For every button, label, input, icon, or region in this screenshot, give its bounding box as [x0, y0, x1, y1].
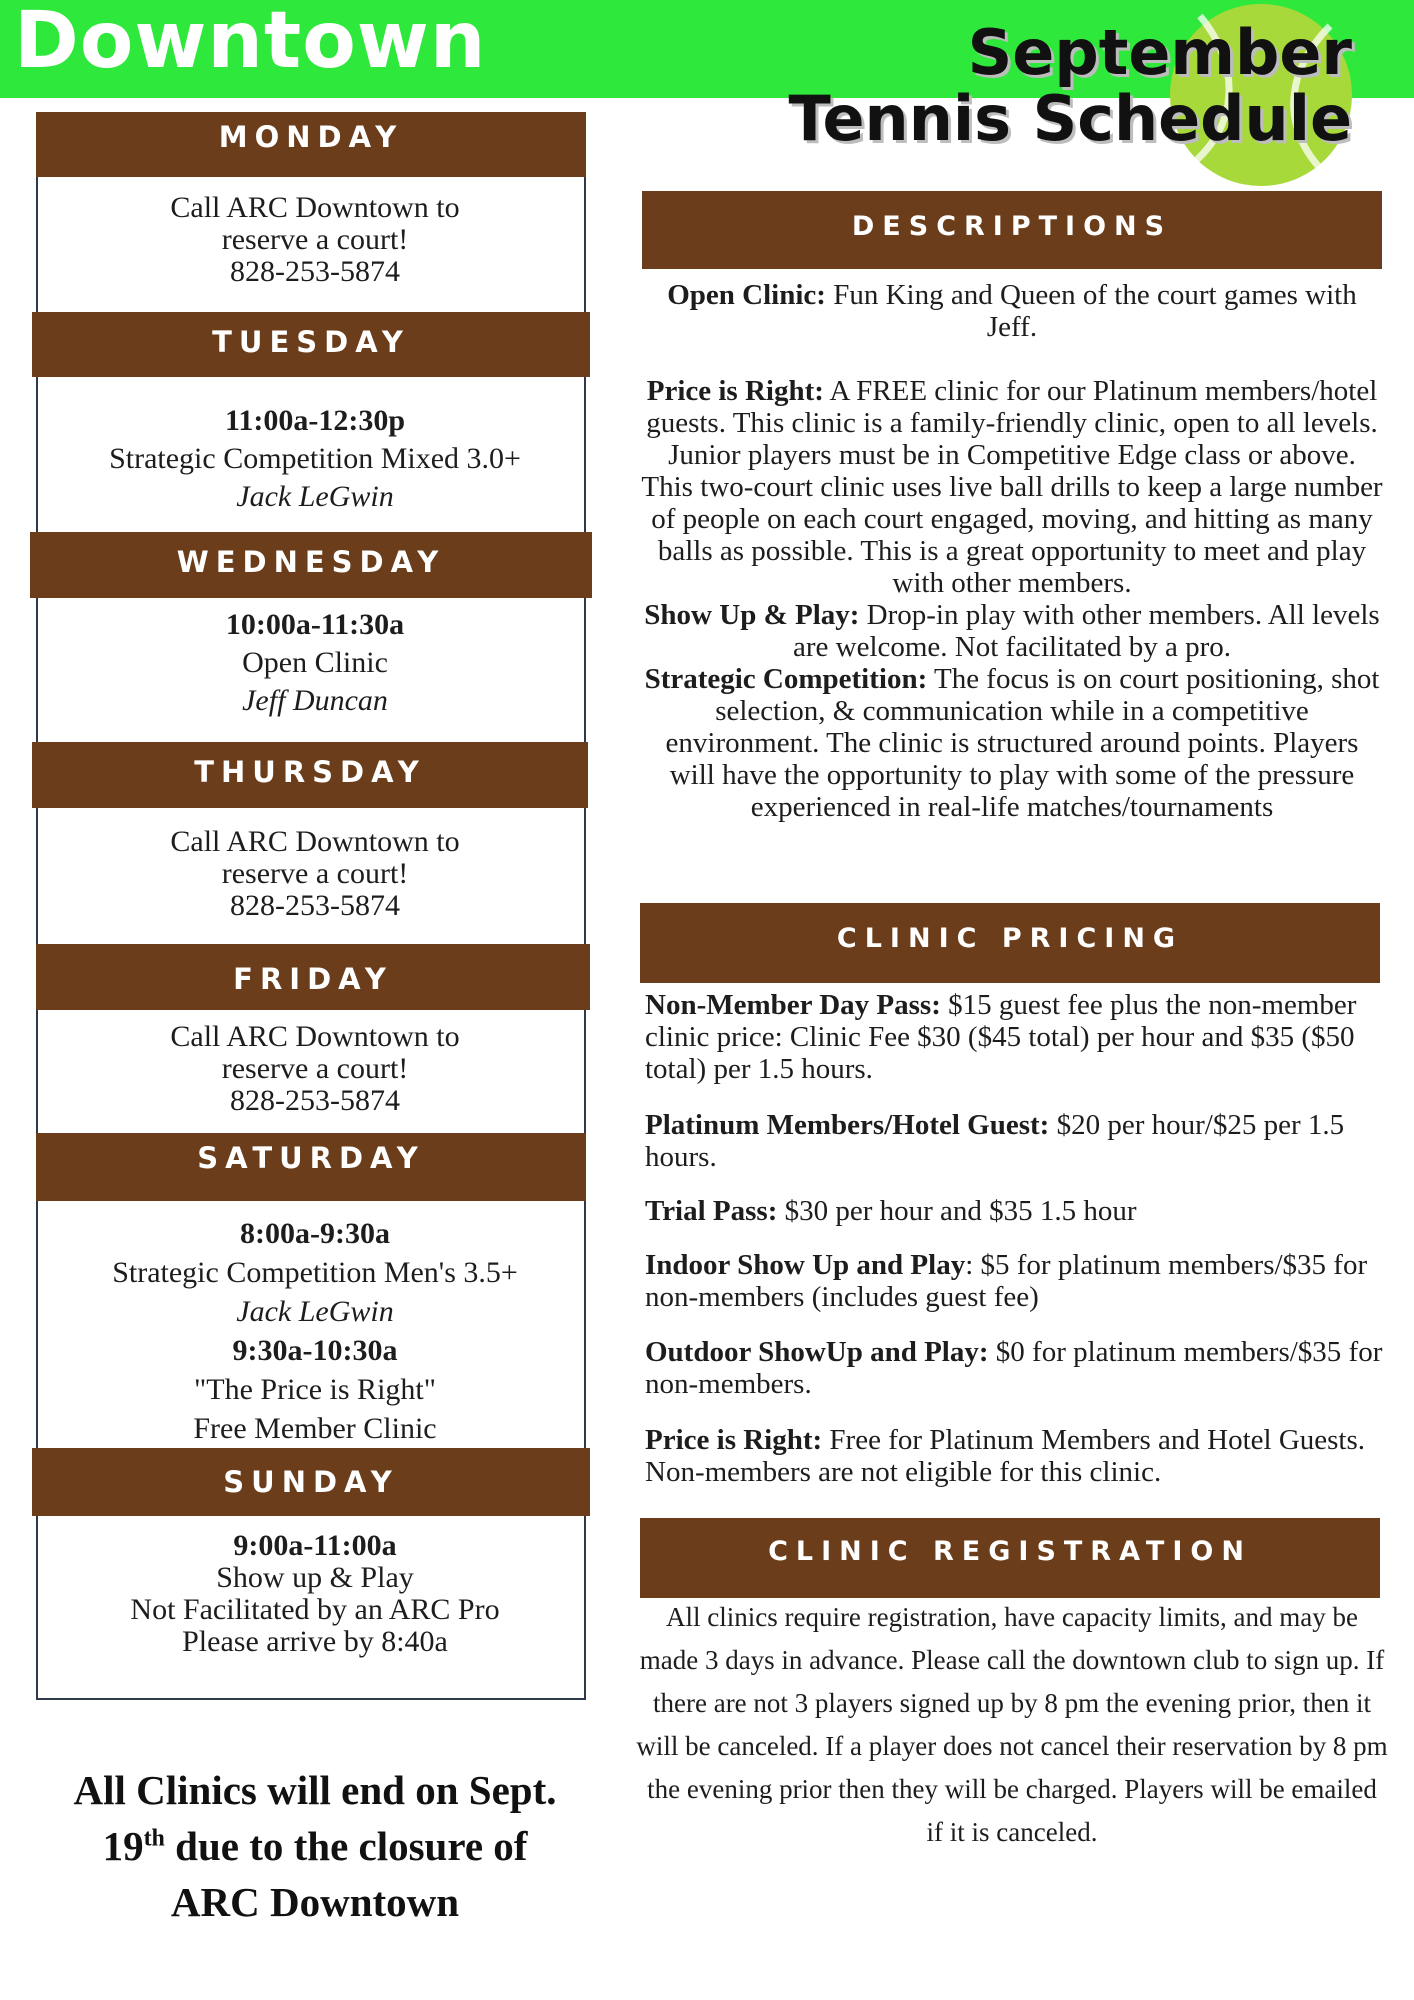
closing-notice-line: ARC Downtown	[170, 1879, 460, 1925]
pricing-item-label: Trial Pass:	[645, 1195, 778, 1227]
pricing-item-label: Price is Right:	[645, 1424, 823, 1456]
closing-reason: due to the closure of	[164, 1823, 528, 1869]
pricing-item-label: Outdoor ShowUp and Play:	[645, 1336, 989, 1368]
price-right-text: A FREE clinic for our Platinum members/hotel guests. This clinic is a family-friendly clinic, open to all levels. Junior players must be in Competitive Edge class or above. This two-court clinic uses live ball drills to keep a large number of people on each court engaged, moving, and hitting as many balls as possible. This is a great opportunity to meet and play with other members.	[641, 375, 1383, 599]
price-right-label: Price is Right:	[646, 375, 824, 407]
pricing-item	[645, 1195, 1385, 1227]
sunday-time: 9:00a-11:00a	[233, 1529, 397, 1562]
tuesday-clinic: Strategic Competition Mixed 3.0+	[109, 442, 521, 475]
saturday-clinic-1: Strategic Competition Men's 3.5+	[112, 1256, 518, 1289]
sunday-line: Please arrive by 8:40a	[182, 1625, 448, 1658]
pricing-item	[645, 1424, 1385, 1488]
pricing-item	[645, 989, 1385, 1085]
closing-date: 19	[102, 1823, 144, 1869]
monday-phone: 828-253-5874	[230, 255, 400, 288]
thursday-phone: 828-253-5874	[230, 889, 400, 922]
monday-line: Call ARC Downtown to	[170, 191, 460, 224]
page-title	[788, 16, 1352, 155]
wednesday-pro: Jeff Duncan	[242, 684, 388, 717]
closing-notice-line: All Clinics will end on Sept.	[73, 1767, 557, 1813]
registration-heading: CLINIC REGISTRATION	[640, 1518, 1380, 1598]
open-clinic-label: Open Clinic:	[667, 279, 826, 311]
sunday-line: Show up & Play	[216, 1561, 414, 1594]
tuesday-time: 11:00a-12:30p	[225, 404, 405, 437]
thursday-line: reserve a court!	[221, 857, 409, 890]
day-wednesday-info	[40, 606, 590, 720]
descriptions-text	[640, 279, 1384, 823]
pricing-item-label: Indoor Show Up and Play	[645, 1249, 966, 1281]
day-friday-info	[40, 1021, 590, 1117]
tuesday-pro: Jack LeGwin	[236, 480, 394, 513]
pricing-item-text: : $5 for platinum members/$35 for non-members (includes guest fee)	[645, 1249, 1368, 1313]
pricing-item-text: $0 for platinum members/$35 for non-members.	[645, 1336, 1383, 1400]
saturday-clinic-2-sub: Free Member Clinic	[193, 1412, 437, 1445]
saturday-clinic-2: "The Price is Right"	[194, 1373, 436, 1406]
wednesday-time: 10:00a-11:30a	[225, 608, 405, 641]
sunday-line: Not Facilitated by an ARC Pro	[130, 1593, 500, 1626]
title-subject: Tennis Schedule	[788, 82, 1352, 155]
strategic-label: Strategic Competition:	[644, 663, 928, 695]
friday-phone: 828-253-5874	[230, 1084, 400, 1117]
day-header-friday: FRIDAY	[36, 944, 590, 1010]
location-title: Downtown	[14, 0, 487, 86]
monday-line: reserve a court!	[221, 223, 409, 256]
pricing-item-text: $30 per hour and $35 1.5 hour	[777, 1195, 1137, 1227]
pricing-item-text: $15 guest fee plus the non-member clinic price: Clinic Fee $30 ($45 total) per hour and $35 ($50 total) per 1.5 hours.	[645, 989, 1357, 1085]
closing-notice-line	[40, 1818, 590, 1874]
pricing-item	[645, 1336, 1385, 1400]
show-up-label: Show Up & Play:	[644, 599, 860, 631]
saturday-time-2: 9:30a-10:30a	[232, 1334, 398, 1367]
day-header-tuesday: TUESDAY	[32, 312, 590, 377]
day-saturday-info	[40, 1214, 590, 1448]
day-header-wednesday: WEDNESDAY	[30, 532, 592, 598]
closing-date-suffix: th	[143, 1825, 165, 1852]
pricing-item-label: Non-Member Day Pass:	[645, 989, 941, 1021]
day-monday-info	[40, 192, 590, 288]
pricing-item-text: Free for Platinum Members and Hotel Guests. Non-members are not eligible for this clinic.	[645, 1424, 1366, 1488]
pricing-item-label: Platinum Members/Hotel Guest:	[645, 1109, 1050, 1141]
pricing-heading: CLINIC PRICING	[640, 903, 1380, 983]
price-right-description	[640, 375, 1384, 599]
open-clinic-text: Fun King and Queen of the court games with Jeff.	[825, 279, 1357, 343]
pricing-item	[645, 1249, 1385, 1313]
day-header-saturday: SATURDAY	[36, 1133, 586, 1201]
day-thursday-info	[40, 826, 590, 922]
thursday-line: Call ARC Downtown to	[170, 825, 460, 858]
day-header-thursday: THURSDAY	[32, 742, 588, 808]
day-header-monday: MONDAY	[36, 112, 586, 177]
pricing-item-text: $20 per hour/$25 per 1.5 hours.	[645, 1109, 1345, 1173]
friday-line: Call ARC Downtown to	[170, 1020, 460, 1053]
title-month: September	[967, 16, 1352, 89]
saturday-time-1: 8:00a-9:30a	[240, 1217, 390, 1250]
show-up-text: Drop-in play with other members. All levels are welcome. Not facilitated by a pro.	[792, 599, 1380, 663]
pricing-item	[645, 1109, 1385, 1173]
day-header-sunday: SUNDAY	[32, 1448, 590, 1516]
day-tuesday-info	[40, 402, 590, 516]
day-sunday-info	[40, 1530, 590, 1658]
friday-line: reserve a court!	[221, 1052, 409, 1085]
strategic-description	[640, 663, 1384, 823]
strategic-text: The focus is on court positioning, shot selection, & communication while in a competitive environment. The clinic is structured around points. Players will have the opportunity to play with some of the pressure experienced in real-life matches/tournaments	[665, 663, 1380, 823]
wednesday-clinic: Open Clinic	[242, 646, 388, 679]
descriptions-heading: DESCRIPTIONS	[642, 191, 1382, 269]
registration-text: All clinics require registration, have capacity limits, and may be made 3 days in advance. Please call the downtown club to sign up. If there are not 3 players signed up by 8 pm the evening prior, then it will be canceled. If a player does not cancel their reservation by 8 pm the evening prior then they will be charged. Players will be emailed if it is canceled.	[636, 1602, 1388, 1847]
saturday-pro-1: Jack LeGwin	[236, 1295, 394, 1328]
closing-notice	[40, 1762, 590, 1930]
show-up-description	[640, 599, 1384, 663]
open-clinic-description	[640, 279, 1384, 343]
